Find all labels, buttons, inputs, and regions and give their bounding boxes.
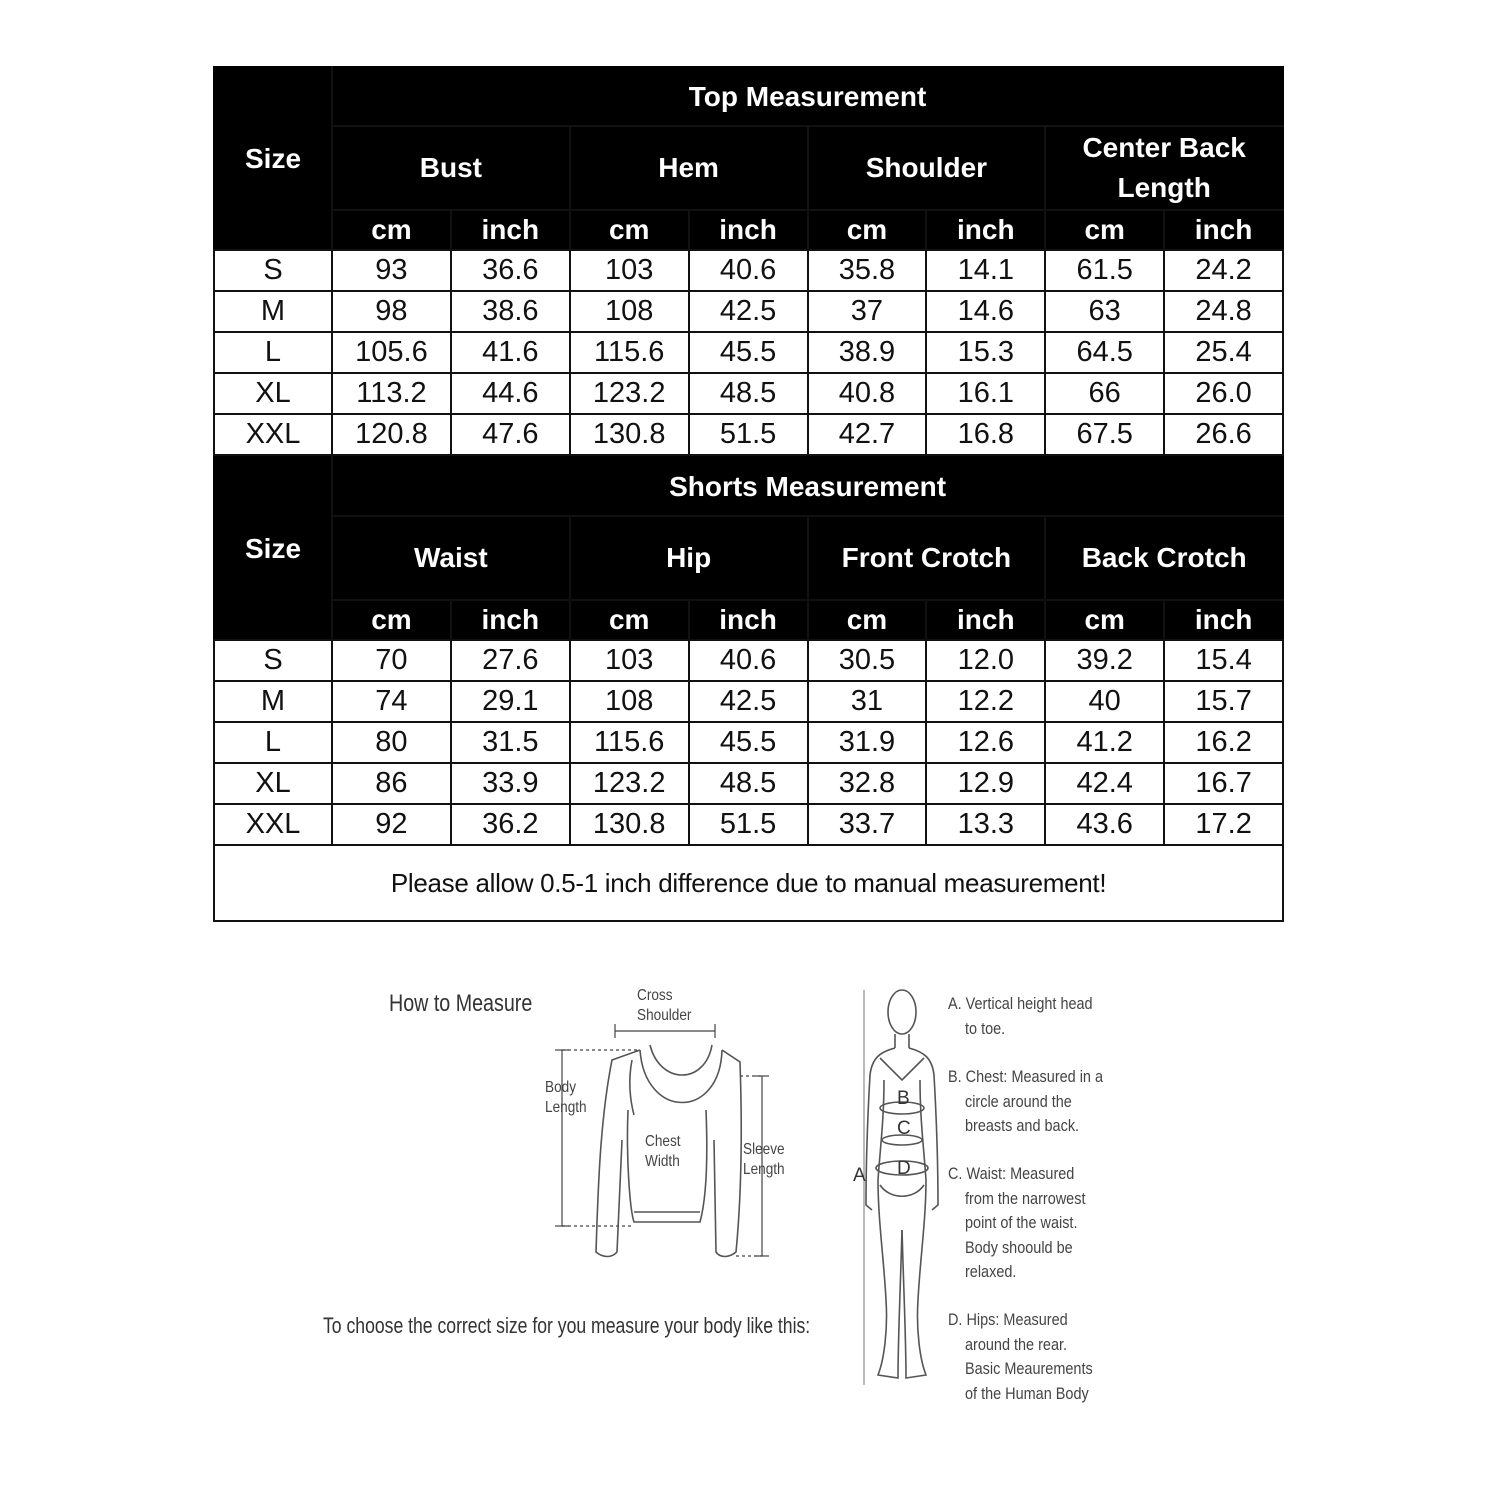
value-cell: 105.6 bbox=[332, 332, 451, 373]
value-cell: 48.5 bbox=[689, 373, 808, 414]
size-cell: S bbox=[214, 250, 332, 291]
value-cell: 15.7 bbox=[1164, 681, 1283, 722]
table-title: Top Measurement bbox=[332, 67, 1283, 126]
value-cell: 40.8 bbox=[808, 373, 927, 414]
value-cell: 24.8 bbox=[1164, 291, 1283, 332]
top-measurement-table bbox=[213, 66, 1284, 456]
value-cell: 13.3 bbox=[926, 804, 1045, 845]
value-cell: 51.5 bbox=[689, 414, 808, 455]
value-cell: 31 bbox=[808, 681, 927, 722]
size-cell: M bbox=[214, 681, 332, 722]
value-cell: 36.2 bbox=[451, 804, 570, 845]
sweater-diagram bbox=[555, 1024, 769, 1257]
value-cell: 32.8 bbox=[808, 763, 927, 804]
shorts-table-body bbox=[214, 640, 1283, 845]
value-cell: 33.9 bbox=[451, 763, 570, 804]
value-cell: 80 bbox=[332, 722, 451, 763]
group-header-hem: Hem bbox=[570, 126, 808, 210]
value-cell: 26.6 bbox=[1164, 414, 1283, 455]
value-cell: 14.1 bbox=[926, 250, 1045, 291]
size-cell: L bbox=[214, 332, 332, 373]
label-sleeve-length: Sleeve Length bbox=[743, 1141, 785, 1178]
legend-d: D. Hips: Measured around the rear. Basic Meaurements of the Human Body bbox=[948, 1310, 1093, 1403]
marker-a: A bbox=[853, 1165, 866, 1186]
unit-header: inch bbox=[451, 210, 570, 250]
top-table-body bbox=[214, 250, 1283, 455]
value-cell: 14.6 bbox=[926, 291, 1045, 332]
table-row bbox=[214, 722, 1283, 763]
value-cell: 103 bbox=[570, 640, 689, 681]
group-header-waist: Waist bbox=[332, 516, 570, 600]
value-cell: 29.1 bbox=[451, 681, 570, 722]
marker-b: B bbox=[897, 1088, 910, 1109]
unit-header: cm bbox=[808, 210, 927, 250]
value-cell: 12.2 bbox=[926, 681, 1045, 722]
legend-b: B. Chest: Measured in a circle around the breasts and back. bbox=[948, 1067, 1104, 1135]
value-cell: 123.2 bbox=[570, 763, 689, 804]
value-cell: 31.5 bbox=[451, 722, 570, 763]
value-cell: 15.4 bbox=[1164, 640, 1283, 681]
value-cell: 130.8 bbox=[570, 414, 689, 455]
value-cell: 115.6 bbox=[570, 332, 689, 373]
measurement-note: Please allow 0.5-1 inch difference due to manual measurement! bbox=[214, 845, 1283, 921]
value-cell: 42.5 bbox=[689, 291, 808, 332]
table-row bbox=[214, 681, 1283, 722]
table-row bbox=[214, 640, 1283, 681]
value-cell: 42.5 bbox=[689, 681, 808, 722]
marker-d: D bbox=[897, 1158, 911, 1179]
value-cell: 51.5 bbox=[689, 804, 808, 845]
value-cell: 108 bbox=[570, 291, 689, 332]
value-cell: 15.3 bbox=[926, 332, 1045, 373]
legend-c: C. Waist: Measured from the narrowest point of the waist. Body shoould be relaxed. bbox=[948, 1164, 1086, 1281]
value-cell: 74 bbox=[332, 681, 451, 722]
value-cell: 35.8 bbox=[808, 250, 927, 291]
unit-header: cm bbox=[332, 210, 451, 250]
value-cell: 41.2 bbox=[1045, 722, 1164, 763]
unit-header: cm bbox=[808, 600, 927, 640]
unit-header: inch bbox=[926, 600, 1045, 640]
value-cell: 40 bbox=[1045, 681, 1164, 722]
value-cell: 38.9 bbox=[808, 332, 927, 373]
value-cell: 42.7 bbox=[808, 414, 927, 455]
value-cell: 115.6 bbox=[570, 722, 689, 763]
value-cell: 16.7 bbox=[1164, 763, 1283, 804]
value-cell: 12.0 bbox=[926, 640, 1045, 681]
label-chest-width: Chest Width bbox=[645, 1133, 681, 1170]
value-cell: 25.4 bbox=[1164, 332, 1283, 373]
unit-header: inch bbox=[1164, 210, 1283, 250]
value-cell: 45.5 bbox=[689, 332, 808, 373]
label-cross-shoulder: Cross Shoulder bbox=[637, 987, 692, 1024]
value-cell: 38.6 bbox=[451, 291, 570, 332]
value-cell: 12.9 bbox=[926, 763, 1045, 804]
value-cell: 31.9 bbox=[808, 722, 927, 763]
value-cell: 45.5 bbox=[689, 722, 808, 763]
unit-header: cm bbox=[570, 600, 689, 640]
value-cell: 67.5 bbox=[1045, 414, 1164, 455]
value-cell: 86 bbox=[332, 763, 451, 804]
value-cell: 41.6 bbox=[451, 332, 570, 373]
value-cell: 17.2 bbox=[1164, 804, 1283, 845]
value-cell: 120.8 bbox=[332, 414, 451, 455]
size-cell: XL bbox=[214, 763, 332, 804]
value-cell: 123.2 bbox=[570, 373, 689, 414]
value-cell: 26.0 bbox=[1164, 373, 1283, 414]
group-header-center-back-length: Center Back Length bbox=[1045, 126, 1283, 210]
size-cell: L bbox=[214, 722, 332, 763]
value-cell: 36.6 bbox=[451, 250, 570, 291]
value-cell: 27.6 bbox=[451, 640, 570, 681]
value-cell: 92 bbox=[332, 804, 451, 845]
value-cell: 39.2 bbox=[1045, 640, 1164, 681]
unit-header: cm bbox=[570, 210, 689, 250]
value-cell: 93 bbox=[332, 250, 451, 291]
value-cell: 61.5 bbox=[1045, 250, 1164, 291]
group-header-hip: Hip bbox=[570, 516, 808, 600]
value-cell: 40.6 bbox=[689, 640, 808, 681]
group-header-back-crotch: Back Crotch bbox=[1045, 516, 1283, 600]
size-cell: M bbox=[214, 291, 332, 332]
unit-header: inch bbox=[1164, 600, 1283, 640]
value-cell: 16.8 bbox=[926, 414, 1045, 455]
unit-header: inch bbox=[689, 210, 808, 250]
shorts-measurement-table bbox=[213, 456, 1284, 922]
size-cell: XXL bbox=[214, 804, 332, 845]
value-cell: 66 bbox=[1045, 373, 1164, 414]
value-cell: 47.6 bbox=[451, 414, 570, 455]
value-cell: 30.5 bbox=[808, 640, 927, 681]
value-cell: 44.6 bbox=[451, 373, 570, 414]
how-to-measure-title: How to Measure bbox=[389, 990, 533, 1017]
size-chart bbox=[213, 66, 1282, 922]
table-row bbox=[214, 373, 1283, 414]
unit-header: inch bbox=[451, 600, 570, 640]
table-row bbox=[214, 332, 1283, 373]
value-cell: 16.2 bbox=[1164, 722, 1283, 763]
value-cell: 43.6 bbox=[1045, 804, 1164, 845]
value-cell: 16.1 bbox=[926, 373, 1045, 414]
table-row bbox=[214, 250, 1283, 291]
marker-c: C bbox=[897, 1118, 911, 1139]
body-figure bbox=[864, 990, 938, 1385]
value-cell: 130.8 bbox=[570, 804, 689, 845]
size-cell: XXL bbox=[214, 414, 332, 455]
group-header-shoulder: Shoulder bbox=[808, 126, 1046, 210]
size-header: Size bbox=[214, 457, 332, 640]
value-cell: 108 bbox=[570, 681, 689, 722]
legend-a: A. Vertical height head to toe. bbox=[948, 994, 1093, 1038]
table-row bbox=[214, 763, 1283, 804]
value-cell: 113.2 bbox=[332, 373, 451, 414]
unit-header: cm bbox=[1045, 600, 1164, 640]
value-cell: 63 bbox=[1045, 291, 1164, 332]
value-cell: 33.7 bbox=[808, 804, 927, 845]
table-row bbox=[214, 291, 1283, 332]
table-title: Shorts Measurement bbox=[332, 457, 1283, 516]
choose-size-text: To choose the correct size for you measure your body like this: bbox=[323, 1313, 811, 1338]
value-cell: 48.5 bbox=[689, 763, 808, 804]
size-header: Size bbox=[214, 67, 332, 250]
value-cell: 37 bbox=[808, 291, 927, 332]
table-row bbox=[214, 414, 1283, 455]
group-header-front-crotch: Front Crotch bbox=[808, 516, 1046, 600]
value-cell: 70 bbox=[332, 640, 451, 681]
size-cell: S bbox=[214, 640, 332, 681]
value-cell: 24.2 bbox=[1164, 250, 1283, 291]
group-header-bust: Bust bbox=[332, 126, 570, 210]
value-cell: 103 bbox=[570, 250, 689, 291]
value-cell: 98 bbox=[332, 291, 451, 332]
value-cell: 42.4 bbox=[1045, 763, 1164, 804]
unit-header: inch bbox=[926, 210, 1045, 250]
unit-header: cm bbox=[1045, 210, 1164, 250]
value-cell: 12.6 bbox=[926, 722, 1045, 763]
unit-header: cm bbox=[332, 600, 451, 640]
unit-header: inch bbox=[689, 600, 808, 640]
value-cell: 40.6 bbox=[689, 250, 808, 291]
table-row bbox=[214, 804, 1283, 845]
label-body-length: Body Length bbox=[545, 1079, 587, 1116]
size-cell: XL bbox=[214, 373, 332, 414]
value-cell: 64.5 bbox=[1045, 332, 1164, 373]
